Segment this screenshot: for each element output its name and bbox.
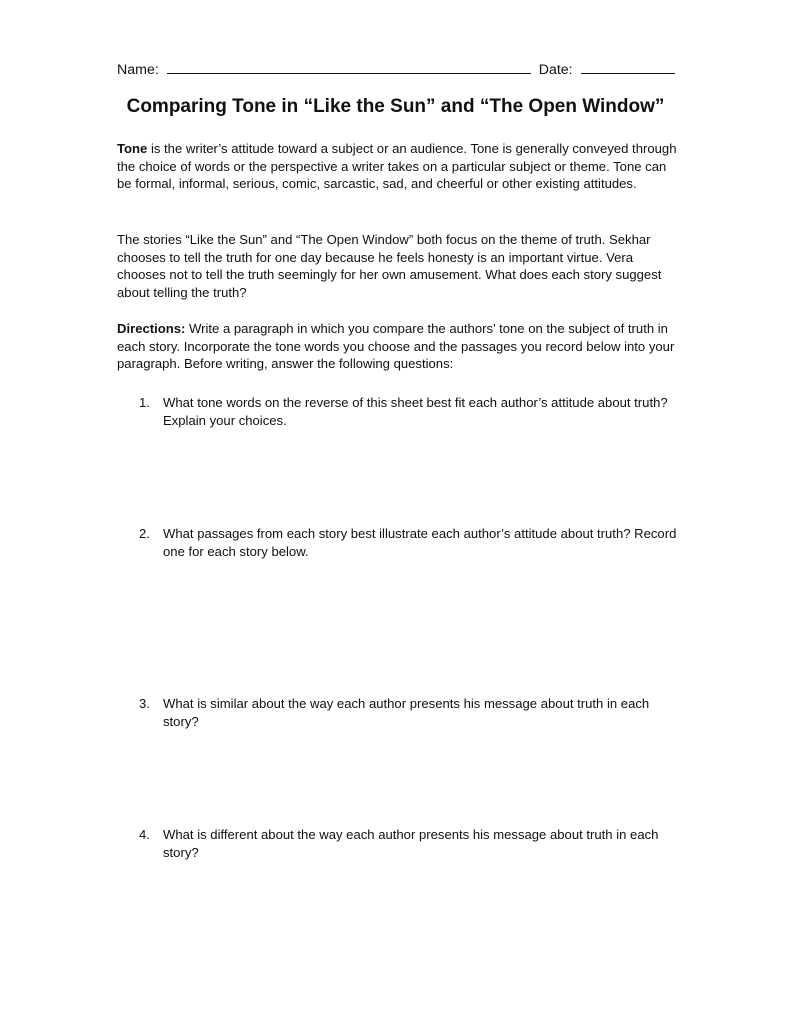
name-label: Name: bbox=[117, 62, 159, 78]
date-blank-line bbox=[581, 59, 675, 74]
question-text: What passages from each story best illustrate each author’s attitude about truth? Record one for each story below. bbox=[163, 526, 677, 559]
question-2 bbox=[117, 525, 677, 560]
directions-label: Directions: bbox=[117, 321, 186, 336]
question-number: 1. bbox=[139, 395, 150, 410]
tone-term: Tone bbox=[117, 141, 148, 156]
question-4 bbox=[117, 826, 677, 861]
question-3 bbox=[117, 695, 677, 730]
question-number: 2. bbox=[139, 526, 150, 541]
question-text: What is different about the way each author presents his message about truth in each story? bbox=[163, 827, 659, 860]
name-blank-line bbox=[167, 59, 531, 74]
name-date-header bbox=[117, 59, 675, 78]
page-title: Comparing Tone in “Like the Sun” and “The Open Window” bbox=[126, 96, 665, 117]
directions-paragraph bbox=[117, 320, 677, 373]
directions-text: Write a paragraph in which you compare the authors’ tone on the subject of truth in each story. Incorporate the tone words you choose and the passages you record below into your paragraph. Before writing, answer the following questions: bbox=[117, 321, 675, 372]
stories-paragraph: The stories “Like the Sun” and “The Open Window” both focus on the theme of truth. Sekhar chooses to tell the truth for one day because he feels honesty is an important virtue. Vera chooses not to tell the truth seemingly for her own amusement. What does each story suggest about telling the truth? bbox=[117, 232, 662, 300]
question-number: 3. bbox=[139, 696, 150, 711]
tone-definition-text: is the writer’s attitude toward a subject or an audience. Tone is generally conveyed through the choice of words or the perspective a writer takes on a particular subject or theme. Tone can be formal, informal, serious, comic, sarcastic, sad, and cheerful or other existing attitudes. bbox=[117, 141, 677, 192]
question-number: 4. bbox=[139, 827, 150, 842]
question-1 bbox=[117, 394, 677, 429]
question-text: What tone words on the reverse of this sheet best fit each author’s attitude about truth? Explain your choices. bbox=[163, 395, 668, 428]
question-text: What is similar about the way each author presents his message about truth in each story? bbox=[163, 696, 650, 729]
tone-definition-paragraph bbox=[117, 140, 677, 193]
date-label: Date: bbox=[538, 62, 573, 78]
